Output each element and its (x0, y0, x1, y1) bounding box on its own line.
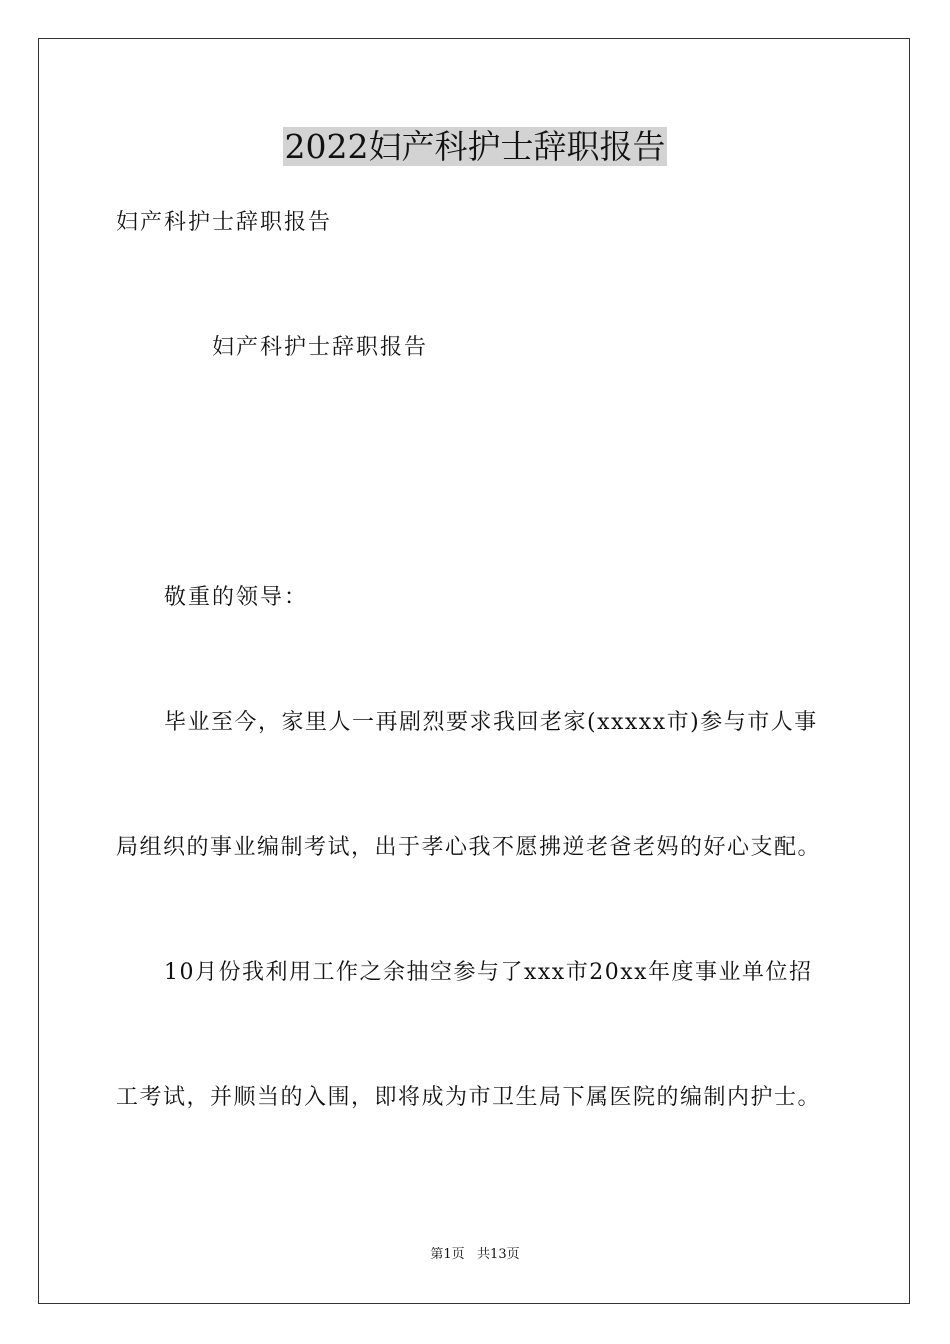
document-title (0, 124, 950, 170)
paragraph-line-2: 局组织的事业编制考试，出于孝心我不愿拂逆老爸老妈的好心支配。 (116, 835, 822, 860)
document-title-text: 2022妇产科护士辞职报告 (284, 127, 666, 166)
salutation: 敬重的领导： (164, 585, 309, 610)
heading: 妇产科护士辞职报告 (212, 335, 429, 360)
paragraph-line-3: 10月份我利用工作之余抽空参与了xxx市20xx年度事业单位招 (164, 960, 813, 985)
paragraph-line-4: 工考试，并顺当的入围，即将成为市卫生局下属医院的编制内护士。 (116, 1085, 822, 1110)
page-number: 第1页 共13页 (430, 1247, 520, 1262)
paragraph-line-1: 毕业至今，家里人一再剧烈要求我回老家(xxxxx市)参与市人事 (164, 710, 818, 735)
subtitle: 妇产科护士辞职报告 (116, 210, 333, 235)
